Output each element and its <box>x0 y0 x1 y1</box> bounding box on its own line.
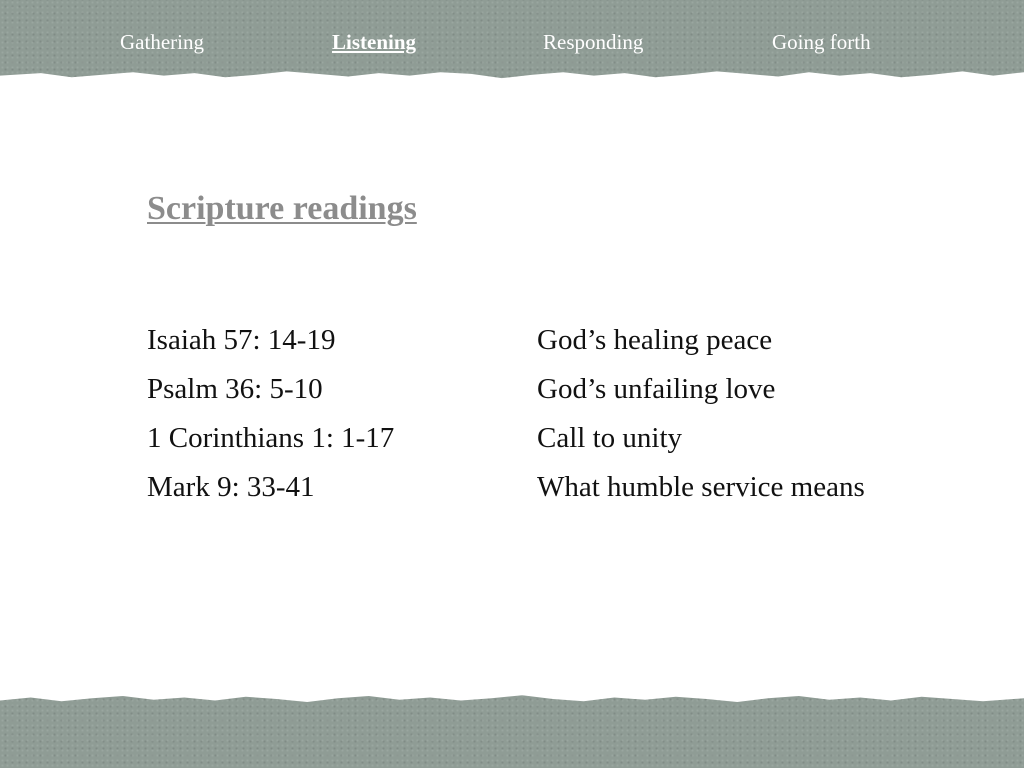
reading-reference: Isaiah 57: 14-19 <box>147 324 336 356</box>
bottom-torn-paper-band <box>0 693 1024 768</box>
list-item <box>147 318 947 367</box>
reading-theme: Call to unity <box>537 422 682 454</box>
nav-item-responding[interactable]: Responding <box>543 30 644 54</box>
reading-reference: Psalm 36: 5-10 <box>147 373 323 405</box>
list-item <box>147 367 947 416</box>
page-title: Scripture readings <box>147 190 417 227</box>
nav-item-gathering[interactable]: Gathering <box>120 30 204 54</box>
nav-item-listening[interactable]: Listening <box>332 30 417 54</box>
reading-theme: God’s healing peace <box>537 324 773 356</box>
reading-theme: God’s unfailing love <box>537 373 776 405</box>
list-item <box>147 416 947 465</box>
reading-reference: 1 Corinthians 1: 1-17 <box>147 422 395 454</box>
nav-item-going-forth[interactable]: Going forth <box>772 30 871 54</box>
list-item <box>147 465 947 514</box>
section-nav <box>0 30 1024 58</box>
readings-list <box>147 318 947 514</box>
reading-reference: Mark 9: 33-41 <box>147 471 315 503</box>
reading-theme: What humble service means <box>537 471 865 503</box>
